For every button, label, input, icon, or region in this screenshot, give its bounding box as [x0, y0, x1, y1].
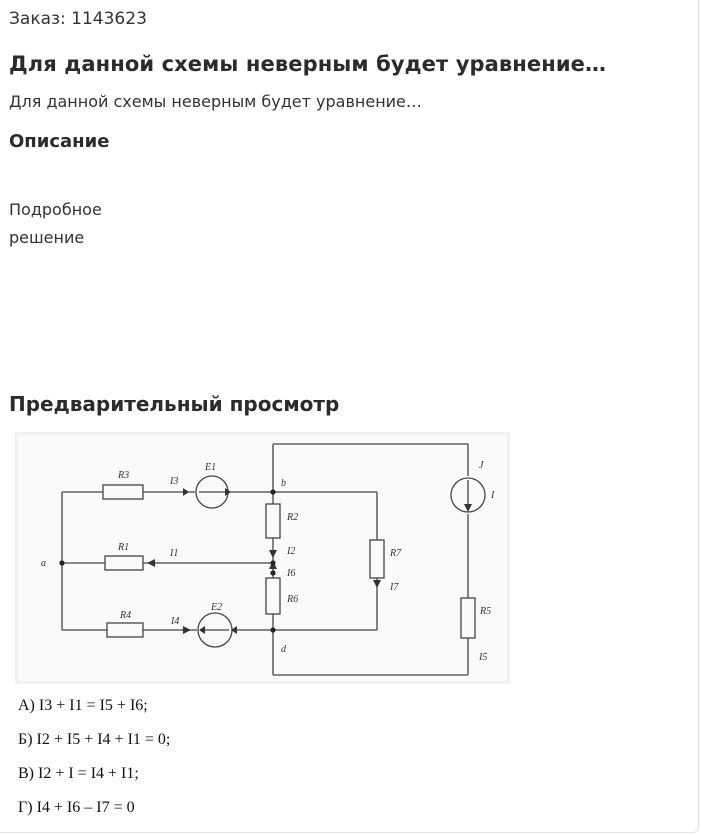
label-i5: I5: [479, 652, 488, 663]
label-i1: I1: [170, 548, 179, 559]
page-subtitle: Для данной схемы неверным будет уравнение…: [9, 92, 422, 111]
label-i4: I4: [171, 616, 180, 627]
label-i7: I7: [390, 582, 399, 593]
resistor-r7: [370, 540, 384, 578]
description-text: Подробное решение: [9, 200, 102, 247]
label-j: J: [479, 460, 484, 471]
resistor-r5: [461, 598, 475, 638]
label-r4: R4: [120, 610, 132, 621]
label-r1: R1: [118, 542, 130, 553]
label-r5: R5: [480, 606, 492, 617]
label-i: I: [491, 490, 495, 501]
label-e2: E2: [211, 602, 223, 613]
order-number: Заказ: 1143623: [9, 9, 147, 29]
label-r6: R6: [287, 594, 299, 605]
preview-heading: Предварительный просмотр: [9, 392, 340, 416]
label-i6: I6: [287, 568, 296, 579]
resistor-r1: [105, 556, 143, 570]
label-node-a: a: [41, 558, 46, 569]
page-title: Для данной схемы неверным будет уравнение…: [9, 52, 607, 76]
label-r2: R2: [287, 512, 299, 523]
resistor-r3: [103, 485, 143, 499]
label-r3: R3: [118, 470, 130, 481]
label-e1: E1: [205, 462, 217, 473]
answer-option-c: В) I2 + I = I4 + I1;: [18, 765, 139, 782]
label-i2: I2: [287, 546, 296, 557]
description-heading: Описание: [9, 131, 110, 152]
label-node-b: b: [281, 478, 286, 489]
answer-option-b: Б) I2 + I5 + I4 + I1 = 0;: [18, 731, 171, 748]
label-i3: I3: [170, 476, 179, 487]
label-node-d: d: [281, 644, 286, 655]
resistor-r2: [266, 504, 280, 538]
label-r7: R7: [390, 548, 402, 559]
resistor-r4: [107, 623, 143, 637]
answer-option-d: Г) I4 + I6 – I7 = 0: [18, 799, 135, 816]
answer-option-a: А) I3 + I1 = I5 + I6;: [18, 697, 148, 714]
circuit-diagram-image: [15, 432, 510, 684]
resistor-r6: [266, 578, 280, 614]
